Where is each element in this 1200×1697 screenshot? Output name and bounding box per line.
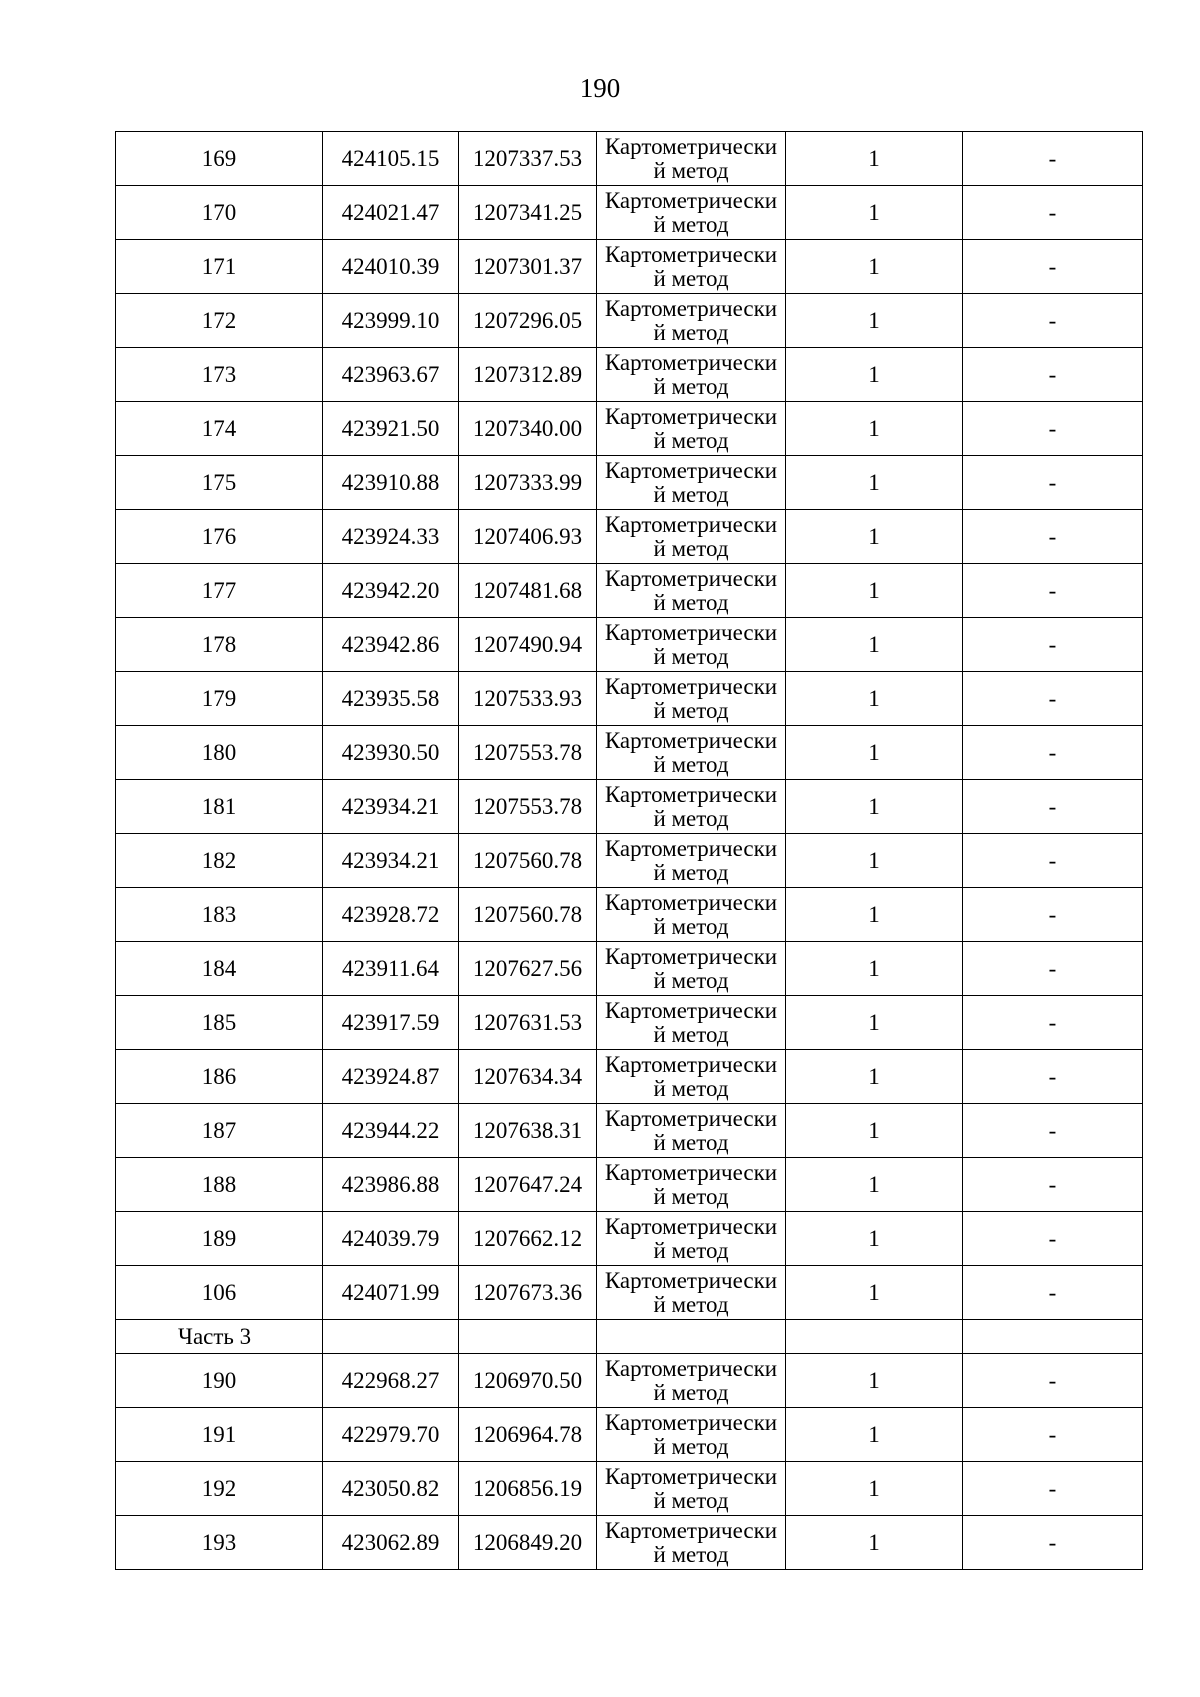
accuracy-value: 1 <box>786 834 963 888</box>
note-value: - <box>963 186 1143 240</box>
method-cell <box>597 510 786 564</box>
method-text-line1: Картометрически <box>604 1463 778 1489</box>
method-cell <box>597 1266 786 1320</box>
method-text-line2: й метод <box>653 589 729 615</box>
table-row <box>116 1354 1143 1408</box>
method-text-line2: й метод <box>653 697 729 723</box>
method-text-line1: Картометрически <box>604 889 778 915</box>
method-text-line1: Картометрически <box>604 565 778 591</box>
method-text-line2: й метод <box>653 967 729 993</box>
method-cell <box>597 672 786 726</box>
coordinate-y: 1207341.25 <box>459 186 597 240</box>
note-value: - <box>963 1516 1143 1570</box>
table-body-part-2 <box>116 132 1143 1320</box>
table-row <box>116 1212 1143 1266</box>
coordinate-y: 1207627.56 <box>459 942 597 996</box>
accuracy-value: 1 <box>786 294 963 348</box>
coordinate-y: 1207673.36 <box>459 1266 597 1320</box>
coordinate-x: 423924.87 <box>323 1050 459 1104</box>
coordinate-y: 1207296.05 <box>459 294 597 348</box>
coordinate-x: 422968.27 <box>323 1354 459 1408</box>
method-text-line2: й метод <box>653 319 729 345</box>
point-number: 172 <box>116 294 323 348</box>
coordinate-x: 423917.59 <box>323 996 459 1050</box>
coordinate-x: 424039.79 <box>323 1212 459 1266</box>
point-number: 191 <box>116 1408 323 1462</box>
coordinate-y: 1206849.20 <box>459 1516 597 1570</box>
accuracy-value: 1 <box>786 726 963 780</box>
coordinate-y: 1206970.50 <box>459 1354 597 1408</box>
coordinate-y: 1207662.12 <box>459 1212 597 1266</box>
method-text-line2: й метод <box>653 1021 729 1047</box>
method-cell <box>597 186 786 240</box>
coordinate-x: 424105.15 <box>323 132 459 186</box>
accuracy-value: 1 <box>786 348 963 402</box>
accuracy-value: 1 <box>786 672 963 726</box>
method-text-line1: Картометрически <box>604 1517 778 1543</box>
accuracy-value: 1 <box>786 1462 963 1516</box>
empty-cell <box>786 1320 963 1354</box>
method-cell <box>597 780 786 834</box>
coordinate-x: 424071.99 <box>323 1266 459 1320</box>
coordinate-y: 1207638.31 <box>459 1104 597 1158</box>
method-text-line1: Картометрически <box>604 133 778 159</box>
method-cell <box>597 294 786 348</box>
method-text-line2: й метод <box>653 1541 729 1567</box>
coordinate-x: 422979.70 <box>323 1408 459 1462</box>
coordinate-x: 423910.88 <box>323 456 459 510</box>
coordinate-x: 423942.20 <box>323 564 459 618</box>
table-row <box>116 1050 1143 1104</box>
coordinate-y: 1206856.19 <box>459 1462 597 1516</box>
method-cell <box>597 1408 786 1462</box>
method-text-line2: й метод <box>653 157 729 183</box>
table-row <box>116 780 1143 834</box>
note-value: - <box>963 402 1143 456</box>
method-text-line1: Картометрически <box>604 457 778 483</box>
method-text-line2: й метод <box>653 1487 729 1513</box>
method-text-line1: Картометрически <box>604 1159 778 1185</box>
coordinate-y: 1207337.53 <box>459 132 597 186</box>
method-text-line1: Картометрически <box>604 1355 778 1381</box>
point-number: 182 <box>116 834 323 888</box>
coordinate-x: 423934.21 <box>323 834 459 888</box>
accuracy-value: 1 <box>786 240 963 294</box>
point-number: 175 <box>116 456 323 510</box>
point-number: 174 <box>116 402 323 456</box>
coordinate-x: 423942.86 <box>323 618 459 672</box>
accuracy-value: 1 <box>786 186 963 240</box>
accuracy-value: 1 <box>786 1408 963 1462</box>
note-value: - <box>963 1408 1143 1462</box>
table-row <box>116 1516 1143 1570</box>
method-text-line2: й метод <box>653 373 729 399</box>
page-number: 190 <box>579 73 621 103</box>
point-number: 188 <box>116 1158 323 1212</box>
point-number: 178 <box>116 618 323 672</box>
table-row <box>116 294 1143 348</box>
coordinate-y: 1207647.24 <box>459 1158 597 1212</box>
point-number: 187 <box>116 1104 323 1158</box>
coordinate-y: 1207481.68 <box>459 564 597 618</box>
coordinate-x: 423944.22 <box>323 1104 459 1158</box>
method-cell <box>597 348 786 402</box>
table-row <box>116 402 1143 456</box>
empty-cell <box>459 1320 597 1354</box>
accuracy-value: 1 <box>786 1266 963 1320</box>
method-text-line1: Картометрически <box>604 241 778 267</box>
coordinate-x: 423062.89 <box>323 1516 459 1570</box>
coordinate-x: 423924.33 <box>323 510 459 564</box>
method-text-line1: Картометрически <box>604 781 778 807</box>
table-row <box>116 726 1143 780</box>
point-number: 186 <box>116 1050 323 1104</box>
coordinate-y: 1207340.00 <box>459 402 597 456</box>
coordinate-x: 423963.67 <box>323 348 459 402</box>
table-row <box>116 834 1143 888</box>
method-text-line2: й метод <box>653 481 729 507</box>
point-number: 184 <box>116 942 323 996</box>
note-value: - <box>963 564 1143 618</box>
point-number: 173 <box>116 348 323 402</box>
method-text-line1: Картометрически <box>604 835 778 861</box>
method-text-line2: й метод <box>653 1183 729 1209</box>
section-header <box>116 1320 1143 1354</box>
method-text-line2: й метод <box>653 913 729 939</box>
coordinate-y: 1207560.78 <box>459 888 597 942</box>
note-value: - <box>963 1462 1143 1516</box>
point-number: 169 <box>116 132 323 186</box>
coordinates-table <box>115 131 1143 1570</box>
note-value: - <box>963 294 1143 348</box>
point-number: 180 <box>116 726 323 780</box>
accuracy-value: 1 <box>786 618 963 672</box>
empty-cell <box>597 1320 786 1354</box>
method-cell <box>597 1104 786 1158</box>
coordinate-y: 1207560.78 <box>459 834 597 888</box>
coordinate-y: 1207634.34 <box>459 1050 597 1104</box>
table-row <box>116 672 1143 726</box>
coordinate-y: 1207301.37 <box>459 240 597 294</box>
point-number: 170 <box>116 186 323 240</box>
table-row <box>116 510 1143 564</box>
method-text-line1: Картометрически <box>604 1409 778 1435</box>
table-row <box>116 1104 1143 1158</box>
method-text-line2: й метод <box>653 751 729 777</box>
method-cell <box>597 1050 786 1104</box>
method-text-line1: Картометрически <box>604 943 778 969</box>
point-number: 176 <box>116 510 323 564</box>
note-value: - <box>963 1158 1143 1212</box>
method-text-line1: Картометрически <box>604 187 778 213</box>
point-number: 171 <box>116 240 323 294</box>
accuracy-value: 1 <box>786 1050 963 1104</box>
table-row <box>116 456 1143 510</box>
method-text-line2: й метод <box>653 1237 729 1263</box>
empty-cell <box>323 1320 459 1354</box>
method-cell <box>597 1516 786 1570</box>
coordinate-x: 424010.39 <box>323 240 459 294</box>
method-text-line1: Картометрически <box>604 295 778 321</box>
point-number: 179 <box>116 672 323 726</box>
method-cell <box>597 132 786 186</box>
note-value: - <box>963 1266 1143 1320</box>
note-value: - <box>963 942 1143 996</box>
note-value: - <box>963 726 1143 780</box>
note-value: - <box>963 1354 1143 1408</box>
method-text-line1: Картометрически <box>604 727 778 753</box>
method-text-line2: й метод <box>653 427 729 453</box>
method-cell <box>597 996 786 1050</box>
coordinate-x: 424021.47 <box>323 186 459 240</box>
accuracy-value: 1 <box>786 888 963 942</box>
note-value: - <box>963 888 1143 942</box>
point-number: 192 <box>116 1462 323 1516</box>
coordinate-x: 423050.82 <box>323 1462 459 1516</box>
point-number: 193 <box>116 1516 323 1570</box>
coordinate-x: 423934.21 <box>323 780 459 834</box>
method-cell <box>597 1354 786 1408</box>
note-value: - <box>963 348 1143 402</box>
point-number: 181 <box>116 780 323 834</box>
method-text-line1: Картометрически <box>604 349 778 375</box>
method-text-line1: Картометрически <box>604 403 778 429</box>
method-text-line2: й метод <box>653 265 729 291</box>
method-cell <box>597 1158 786 1212</box>
method-cell <box>597 1462 786 1516</box>
method-text-line2: й метод <box>653 805 729 831</box>
method-cell <box>597 456 786 510</box>
coordinate-x: 423928.72 <box>323 888 459 942</box>
method-text-line2: й метод <box>653 211 729 237</box>
table-row <box>116 1408 1143 1462</box>
coordinate-y: 1207312.89 <box>459 348 597 402</box>
method-cell <box>597 942 786 996</box>
coordinate-x: 423921.50 <box>323 402 459 456</box>
method-text-line1: Картометрически <box>604 619 778 645</box>
note-value: - <box>963 780 1143 834</box>
accuracy-value: 1 <box>786 402 963 456</box>
note-value: - <box>963 510 1143 564</box>
note-value: - <box>963 456 1143 510</box>
accuracy-value: 1 <box>786 942 963 996</box>
method-text-line1: Картометрически <box>604 511 778 537</box>
note-value: - <box>963 834 1143 888</box>
coordinate-x: 423911.64 <box>323 942 459 996</box>
accuracy-value: 1 <box>786 1212 963 1266</box>
coordinate-y: 1207490.94 <box>459 618 597 672</box>
coordinate-y: 1207333.99 <box>459 456 597 510</box>
table-row <box>116 186 1143 240</box>
method-cell <box>597 888 786 942</box>
coordinate-y: 1207631.53 <box>459 996 597 1050</box>
coordinate-y: 1206964.78 <box>459 1408 597 1462</box>
section-label: Часть 3 <box>116 1320 323 1354</box>
point-number: 183 <box>116 888 323 942</box>
accuracy-value: 1 <box>786 564 963 618</box>
method-cell <box>597 564 786 618</box>
note-value: - <box>963 618 1143 672</box>
method-text-line2: й метод <box>653 1379 729 1405</box>
method-cell <box>597 834 786 888</box>
table-row <box>116 618 1143 672</box>
point-number: 106 <box>116 1266 323 1320</box>
point-number: 177 <box>116 564 323 618</box>
table-body-part-3 <box>116 1354 1143 1570</box>
method-cell <box>597 1212 786 1266</box>
accuracy-value: 1 <box>786 456 963 510</box>
table-row <box>116 348 1143 402</box>
coordinate-x: 423930.50 <box>323 726 459 780</box>
accuracy-value: 1 <box>786 780 963 834</box>
method-cell <box>597 402 786 456</box>
table-row <box>116 1158 1143 1212</box>
method-cell <box>597 726 786 780</box>
accuracy-value: 1 <box>786 1104 963 1158</box>
method-text-line2: й метод <box>653 1129 729 1155</box>
empty-cell <box>963 1320 1143 1354</box>
method-text-line1: Картометрически <box>604 1213 778 1239</box>
note-value: - <box>963 1104 1143 1158</box>
accuracy-value: 1 <box>786 132 963 186</box>
accuracy-value: 1 <box>786 1516 963 1570</box>
coordinate-x: 423999.10 <box>323 294 459 348</box>
point-number: 185 <box>116 996 323 1050</box>
method-text-line2: й метод <box>653 535 729 561</box>
method-cell <box>597 240 786 294</box>
accuracy-value: 1 <box>786 510 963 564</box>
table-row <box>116 1462 1143 1516</box>
table-row <box>116 888 1143 942</box>
note-value: - <box>963 240 1143 294</box>
method-text-line2: й метод <box>653 1433 729 1459</box>
point-number: 190 <box>116 1354 323 1408</box>
coordinate-y: 1207406.93 <box>459 510 597 564</box>
method-text-line2: й метод <box>653 859 729 885</box>
accuracy-value: 1 <box>786 1354 963 1408</box>
note-value: - <box>963 132 1143 186</box>
table-row <box>116 1266 1143 1320</box>
section-row <box>116 1320 1143 1354</box>
method-cell <box>597 618 786 672</box>
accuracy-value: 1 <box>786 996 963 1050</box>
coordinate-y: 1207553.78 <box>459 726 597 780</box>
coordinate-y: 1207533.93 <box>459 672 597 726</box>
coordinate-x: 423935.58 <box>323 672 459 726</box>
method-text-line1: Картометрически <box>604 1267 778 1293</box>
coordinate-y: 1207553.78 <box>459 780 597 834</box>
method-text-line1: Картометрически <box>604 673 778 699</box>
method-text-line2: й метод <box>653 1075 729 1101</box>
table-row <box>116 942 1143 996</box>
method-text-line2: й метод <box>653 643 729 669</box>
note-value: - <box>963 672 1143 726</box>
note-value: - <box>963 1212 1143 1266</box>
table-row <box>116 132 1143 186</box>
method-text-line1: Картометрически <box>604 1105 778 1131</box>
method-text-line1: Картометрически <box>604 1051 778 1077</box>
method-text-line2: й метод <box>653 1291 729 1317</box>
table-row <box>116 240 1143 294</box>
note-value: - <box>963 1050 1143 1104</box>
table-row <box>116 996 1143 1050</box>
method-text-line1: Картометрически <box>604 997 778 1023</box>
accuracy-value: 1 <box>786 1158 963 1212</box>
table-row <box>116 564 1143 618</box>
point-number: 189 <box>116 1212 323 1266</box>
note-value: - <box>963 996 1143 1050</box>
coordinate-x: 423986.88 <box>323 1158 459 1212</box>
